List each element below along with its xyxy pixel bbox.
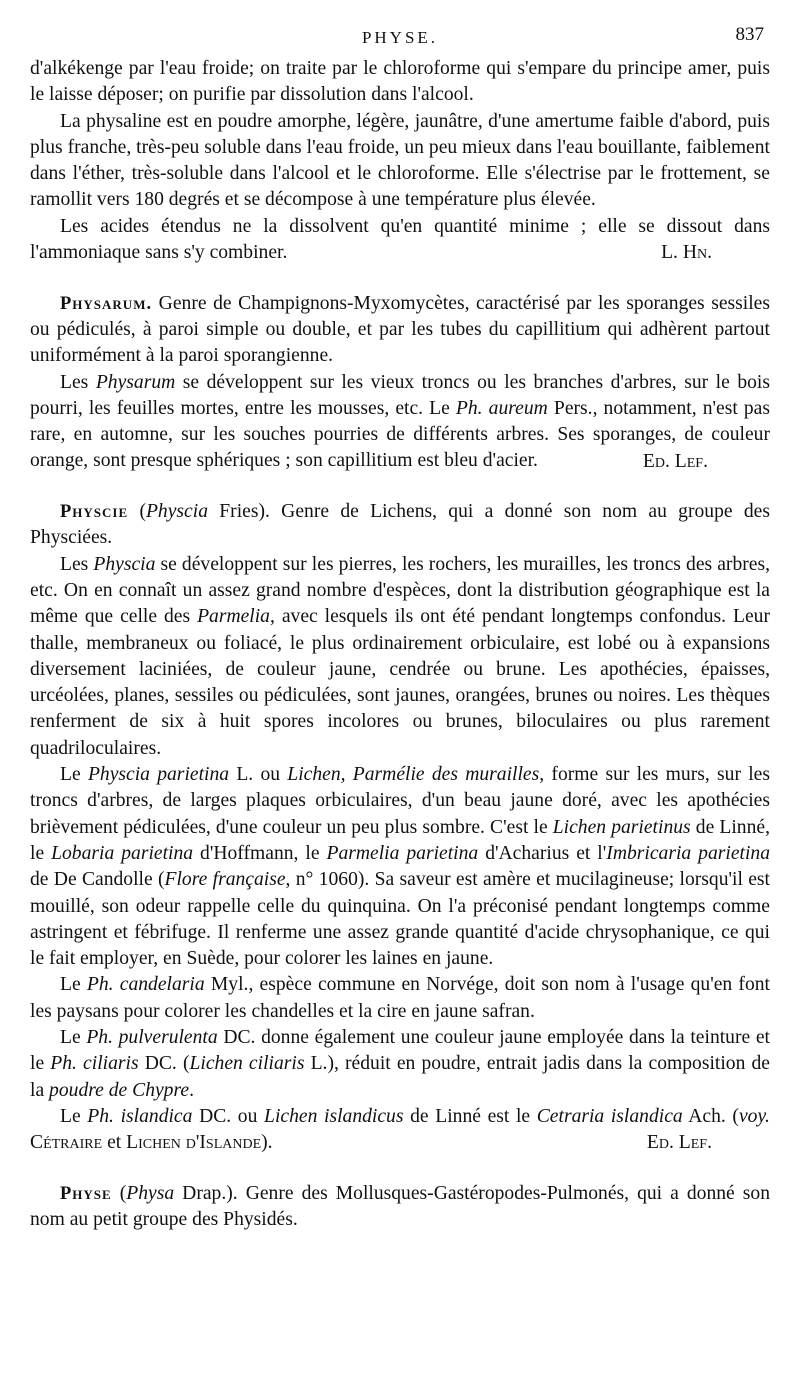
text-run: et bbox=[102, 1132, 127, 1154]
text-run: Le bbox=[60, 764, 88, 786]
taxon-name: Lobaria parietina bbox=[51, 842, 194, 864]
text-run: Ach. ( bbox=[682, 1105, 739, 1127]
text-run: DC. ( bbox=[138, 1053, 190, 1075]
taxon-name: Lichen islandicus bbox=[264, 1105, 404, 1127]
physcie-paragraph-2 bbox=[30, 552, 770, 762]
text-run: Le bbox=[60, 1026, 87, 1048]
taxon-name: Cetraria islandica bbox=[536, 1105, 683, 1127]
author-signature: Ed. Lef. bbox=[646, 1132, 712, 1154]
text-run: Le bbox=[60, 1105, 88, 1127]
article-physe bbox=[30, 1181, 770, 1234]
intro-paragraph-2: La physaline est en poudre amorphe, légère, jaunâtre, d'une amertume faible d'abord, puis plus franche, très-peu soluble dans l'eau froide, un peu mieux dans l'eau bouillante, faiblement dans l'éther, très-soluble dans l'alcool et le chloroforme. Elle s'électrise par le frottement, se ramollit vers 180 degrés et se décompose à une température plus élevée. bbox=[30, 110, 770, 211]
taxon-name: Imbricaria parietina bbox=[606, 842, 770, 864]
text-run: DC. ou bbox=[192, 1105, 265, 1127]
taxon-name: Lichen parietinus bbox=[552, 816, 691, 838]
author-signature: Ed. Lef. bbox=[642, 450, 708, 472]
text-run: d'Hoffmann, le bbox=[193, 842, 327, 864]
text-run: se développent sur les pierres, les rochers, les murailles, les troncs des arbres, etc. On en connaît un assez grand nombre d'espèces, dont la distribution géographique est la même que celle des bbox=[30, 553, 770, 628]
taxon-name: Parmelia bbox=[197, 606, 270, 628]
taxon-name: Lichen, Parmélie des murailles bbox=[287, 764, 540, 786]
text-run: Drap.). Genre des Mollusques-Gastéropodes-Pulmonés, qui a donné son nom au petit groupe des Physidés. bbox=[30, 1182, 770, 1231]
article-physcie bbox=[30, 499, 770, 1157]
headword: Physarum. bbox=[60, 293, 153, 314]
text-run: Fries). Genre de Lichens, qui a donné son nom au groupe des Physciées. bbox=[30, 501, 770, 549]
text-run: Les bbox=[60, 371, 96, 393]
taxon-name: Lichen ciliaris bbox=[189, 1053, 305, 1075]
text-run: se développent sur les vieux troncs ou les branches d'arbres, sur le bois pourri, les feuilles mortes, entre les mousses, etc. Le bbox=[30, 371, 770, 419]
taxon-name: Ph. aureum bbox=[455, 397, 548, 419]
taxon-name: Ph. islandica bbox=[87, 1105, 193, 1127]
dictionary-page bbox=[30, 22, 770, 1233]
running-head: PHYSE. bbox=[361, 28, 439, 47]
article-physarum bbox=[30, 291, 770, 475]
text-run: Pers., notamment, n'est pas rare, en automne, sur les souches pourries de différents arbres. Ses sporanges, de couleur orange, sont presque sphériques ; son capillitium est bleu d'acier. bbox=[30, 397, 771, 472]
text-run: Les bbox=[60, 553, 94, 575]
physarum-paragraph-1 bbox=[30, 291, 770, 370]
physcie-paragraph-5 bbox=[30, 1025, 770, 1104]
text-run: de Linné est le bbox=[403, 1105, 537, 1127]
page-header bbox=[30, 22, 770, 56]
text-run: de De Candolle ( bbox=[30, 869, 165, 891]
physcie-paragraph-4 bbox=[30, 972, 770, 1025]
text-run: L.), réduit en poudre, entrait jadis dans la composition de la bbox=[30, 1053, 770, 1101]
taxon-name: Ph. ciliaris bbox=[50, 1053, 139, 1075]
text-run: . bbox=[189, 1079, 194, 1101]
physe-paragraph-1 bbox=[30, 1181, 770, 1234]
text-run: de Linné, le bbox=[30, 816, 770, 864]
physcie-paragraph-1 bbox=[30, 499, 770, 552]
text-run: , n° 1060). Sa saveur est amère et mucilagineuse; lorsqu'il est mouillé, son odeur rappelle celle du quinquina. On l'a préconisé pendant longtemps comme astringent et fébrifuge. Il renferme une assez grande quantité d'acide chrysophanique, ce qui le fait employer, en Suède, pour colorer les laines en jaune. bbox=[30, 869, 770, 970]
product-name: poudre de Chypre bbox=[49, 1079, 190, 1101]
intro-continuation bbox=[30, 56, 770, 267]
text-run: ). bbox=[261, 1132, 273, 1154]
headword: Physcie bbox=[60, 502, 129, 523]
taxon-name: Physa bbox=[126, 1182, 175, 1204]
taxon-name: Physcia bbox=[93, 553, 156, 575]
text-run: ( bbox=[111, 1182, 127, 1204]
text-run: , avec lesquels ils ont été pendant longtemps confondus. Leur thalle, membraneux ou foliacé, le plus ordinairement orbiculaire, est lobé ou à expansions diversement laciniées, de couleur jaune, cendrée ou brune. Les apothécies, épaisses, urcéolées, planes, sessiles ou pédiculées, sont jaunes, orangées, brunes ou noires. Les thèques renferment de six à huit spores incolores ou brunes, biloculaires ou plus rarement quadriloculaires. bbox=[30, 606, 770, 759]
taxon-name: Ph. candelaria bbox=[86, 974, 205, 996]
book-title: Flore française bbox=[164, 869, 286, 891]
intro-paragraph-1: d'alkékenge par l'eau froide; on traite par le chloroforme qui s'empare du principe amer, puis le laisse déposer; on purifie par dissolution dans l'alcool. bbox=[30, 58, 770, 106]
text-run: Le bbox=[60, 974, 87, 996]
taxon-name: Parmelia parietina bbox=[326, 842, 479, 864]
text-run: d'Acharius et l' bbox=[478, 842, 607, 864]
intro-paragraph-3: Les acides étendus ne la dissolvent qu'en quantité minime ; elle se dissout dans l'ammoniaque sans s'y combiner. bbox=[30, 215, 770, 264]
see-also-marker: voy. bbox=[738, 1105, 770, 1127]
physcie-paragraph-3 bbox=[30, 762, 770, 972]
text-run: ( bbox=[128, 501, 146, 523]
taxon-name: Physcia parietina bbox=[87, 764, 230, 786]
text-run: L. ou bbox=[229, 764, 288, 786]
taxon-name: Physcia bbox=[145, 501, 208, 523]
headword: Physe bbox=[60, 1183, 112, 1204]
text-run: Myl., espèce commune en Norvége, doit son nom à l'usage qu'en font les paysans pour colorer les chandelles et la cire en jaune safran. bbox=[30, 974, 770, 1022]
cross-reference: Lichen d'Islande bbox=[126, 1132, 262, 1154]
page-number: 837 bbox=[735, 24, 764, 45]
text-run: Genre de Champignons-Myxomycètes, caractérisé par les sporanges sessiles ou pédiculés, à paroi simple ou double, et par les tubes du capillitium qui adhèrent partout uniformément à la paroi sporangienne. bbox=[30, 292, 770, 367]
taxon-name: Ph. pulverulenta bbox=[86, 1026, 218, 1048]
text-run: DC. donne également une couleur jaune employée dans la teinture et le bbox=[30, 1026, 770, 1075]
text-run: , forme sur les murs, sur les troncs d'arbres, de larges plaques orbiculaires, d'un beau jaune doré, avec les apothécies brièvement pédiculées, d'une couleur un peu plus sombre. C'est le bbox=[30, 764, 770, 838]
cross-reference: Cétraire bbox=[30, 1132, 103, 1154]
author-signature: L. Hn. bbox=[661, 242, 712, 264]
taxon-name: Physarum bbox=[95, 371, 176, 393]
